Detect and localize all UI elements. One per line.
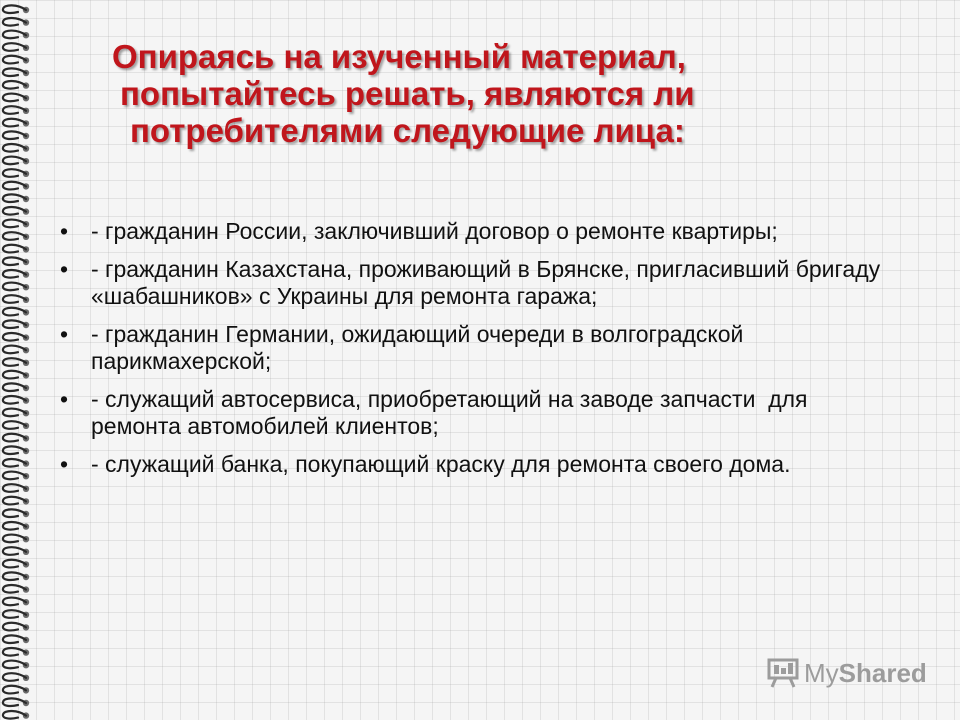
logo-text-shared: Shared	[838, 657, 927, 688]
list-item	[60, 451, 900, 478]
myshared-logo	[766, 656, 927, 690]
list-item	[60, 386, 900, 440]
spiral-ring	[3, 131, 29, 139]
spiral-ring	[3, 421, 29, 429]
list-item	[60, 218, 900, 245]
spiral-ring	[3, 497, 29, 505]
bullet-icon: •	[60, 451, 69, 477]
title-line-3: потребителями следующие лица:	[130, 112, 685, 149]
spiral-ring	[3, 56, 29, 64]
spiral-ring	[3, 68, 29, 76]
spiral-ring	[3, 572, 29, 580]
spiral-ring	[3, 698, 29, 706]
spiral-ring	[3, 157, 29, 165]
spiral-ring	[3, 169, 29, 177]
spiral-ring	[3, 5, 29, 13]
logo-text-my: My	[804, 657, 839, 688]
spiral-ring	[3, 472, 29, 480]
bullet-list	[60, 218, 900, 489]
spiral-ring	[3, 598, 29, 606]
spiral-ring	[3, 43, 29, 51]
spiral-ring	[3, 648, 29, 656]
bullet-icon: •	[60, 218, 69, 244]
presentation-board-icon	[766, 658, 800, 688]
spiral-ring	[3, 94, 29, 102]
spiral-ring	[3, 673, 29, 681]
spiral-ring	[3, 409, 29, 417]
spiral-ring	[3, 383, 29, 391]
spiral-ring	[3, 194, 29, 202]
spiral-ring	[3, 547, 29, 555]
spiral-ring	[3, 484, 29, 492]
spiral-ring	[3, 220, 29, 228]
bullet-icon: •	[60, 386, 69, 412]
spiral-ring	[3, 270, 29, 278]
spiral-ring	[3, 31, 29, 39]
list-item-text: - гражданин России, заключивший договор о ремонте квартиры;	[91, 218, 778, 244]
bullet-icon: •	[60, 256, 69, 282]
spiral-ring	[3, 320, 29, 328]
spiral-ring	[3, 396, 29, 404]
spiral-ring	[3, 182, 29, 190]
spiral-ring	[3, 446, 29, 454]
spiral-ring	[3, 308, 29, 316]
spiral-ring	[3, 245, 29, 253]
spiral-ring	[3, 283, 29, 291]
spiral-ring	[3, 661, 29, 669]
spiral-ring	[3, 434, 29, 442]
list-item-text: - служащий банка, покупающий краску для ремонта своего дома.	[91, 451, 791, 477]
list-item-text: - гражданин Казахстана, проживающий в Брянске, пригласивший бригаду «шабашников» с Украины для ремонта гаража;	[91, 256, 881, 309]
list-item-text: - гражданин Германии, ожидающий очереди в волгоградской парикмахерской;	[91, 321, 744, 374]
spiral-ring	[3, 560, 29, 568]
spiral-ring	[3, 18, 29, 26]
spiral-ring	[3, 81, 29, 89]
spiral-ring	[3, 207, 29, 215]
spiral-ring	[3, 346, 29, 354]
spiral-ring	[3, 585, 29, 593]
spiral-ring	[3, 509, 29, 517]
spiral-binding	[0, 0, 40, 720]
spiral-ring	[3, 711, 29, 719]
spiral-ring	[3, 610, 29, 618]
spiral-ring	[3, 295, 29, 303]
spiral-ring	[3, 522, 29, 530]
spiral-ring	[3, 119, 29, 127]
spiral-ring	[3, 635, 29, 643]
list-item-text: - служащий автосервиса, приобретающий на заводе запчасти для ремонта автомобилей клиентов;	[91, 386, 827, 439]
bullet-icon: •	[60, 321, 69, 347]
spiral-ring	[3, 371, 29, 379]
spiral-ring	[3, 686, 29, 694]
title-line-1: Опираясь на изученный материал,	[112, 38, 686, 75]
spiral-ring	[3, 535, 29, 543]
list-item	[60, 256, 900, 310]
list-item	[60, 321, 900, 375]
spiral-ring	[3, 333, 29, 341]
spiral-ring	[3, 459, 29, 467]
spiral-ring	[3, 257, 29, 265]
spiral-ring	[3, 623, 29, 631]
spiral-ring	[3, 144, 29, 152]
spiral-ring	[3, 232, 29, 240]
slide-title	[100, 38, 900, 149]
title-line-2: попытайтесь решать, являются ли	[120, 75, 695, 112]
spiral-ring	[3, 106, 29, 114]
spiral-ring	[3, 358, 29, 366]
